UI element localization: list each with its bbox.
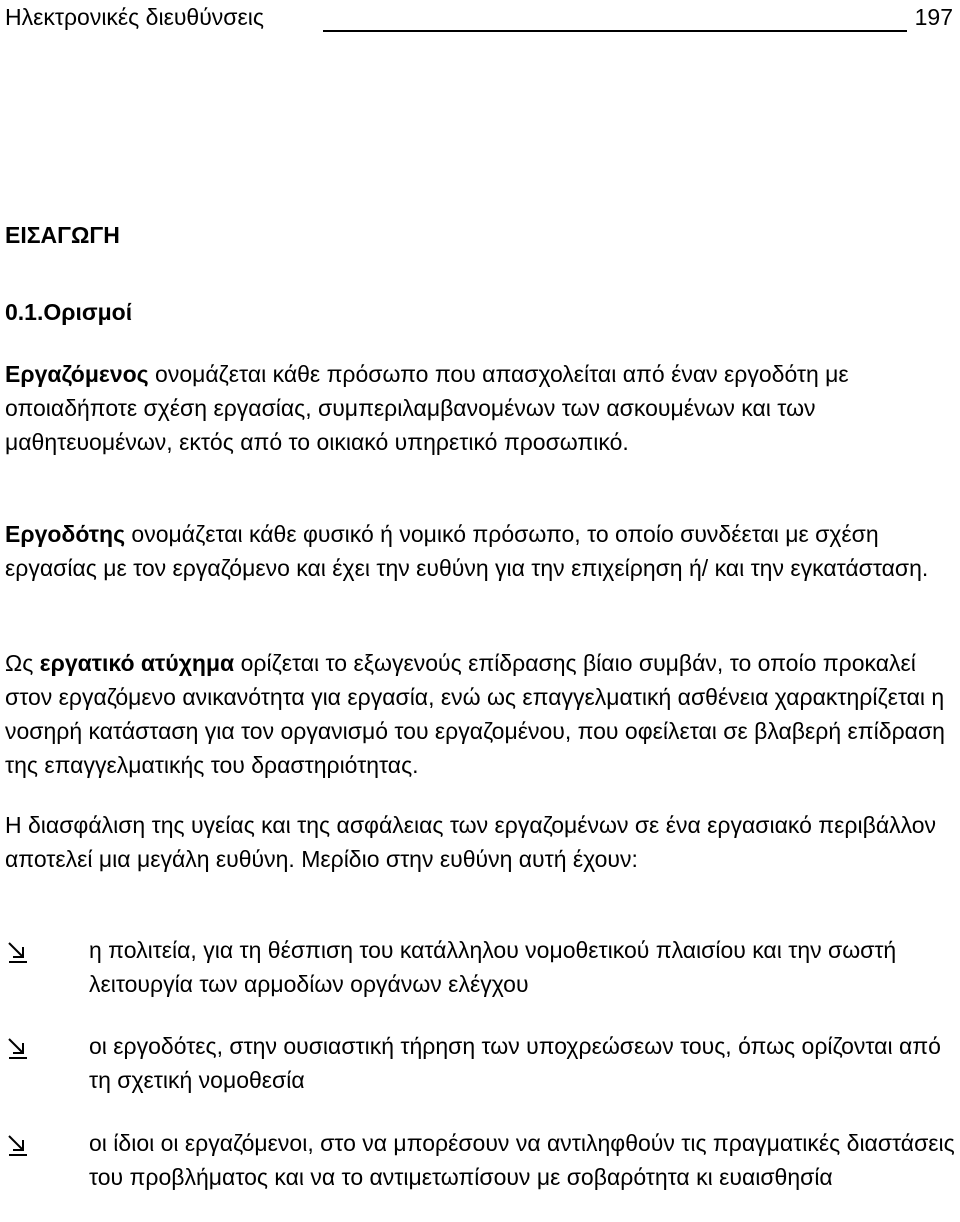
term-employer: Εργοδότης <box>5 521 126 547</box>
running-title: Ηλεκτρονικές διευθύνσεις <box>5 4 264 30</box>
definition-employee: ονομάζεται κάθε πρόσωπο που απασχολείται από έναν εργοδότη με οποιαδήποτε σχέση εργασίας, συμπεριλαμβανομένων των ασκουμένων και των μαθητευομένων, εκτός από το οικιακό υπηρετικό προσωπικό. <box>5 361 849 455</box>
list-item <box>5 1126 957 1194</box>
paragraph-employer <box>5 517 957 585</box>
list-item <box>5 933 957 1001</box>
definition-accident: ορίζεται το εξωγενούς επίδρασης βίαιο συμβάν, το οποίο προκαλεί στον εργαζόμενο ανικανότητα για εργασία, ενώ ως επαγγελματική ασθένεια χαρακτηρίζεται η νοσηρή κατάσταση για τον οργανισμό του εργαζομένου, που οφείλεται σε βλαβερή επίδραση της επαγγελματικής του δραστηριότητας. <box>5 650 945 778</box>
list-item <box>5 1029 957 1097</box>
arrow-down-right-icon <box>7 935 29 965</box>
page-header <box>5 0 955 34</box>
paragraph-employee <box>5 357 957 459</box>
definition-employer: ονομάζεται κάθε φυσικό ή νομικό πρόσωπο, το οποίο συνδέεται με σχέση εργασίας με τον εργαζόμενο και έχει την ευθύνη για την επιχείρηση ή/ και την εγκατάσταση. <box>5 521 929 581</box>
subsection-title: 0.1.Ορισμοί <box>5 299 133 325</box>
section-title: ΕΙΣΑΓΩΓΗ <box>5 222 120 248</box>
paragraph-accident <box>5 646 957 782</box>
list-item-text: η πολιτεία, για τη θέσπιση του κατάλληλου νομοθετικού πλαισίου και την σωστή λειτουργία των αρμοδίων οργάνων ελέγχου <box>89 937 897 997</box>
header-rule <box>323 30 907 32</box>
arrow-down-right-icon <box>7 1031 29 1061</box>
page-number: 197 <box>914 4 953 30</box>
list-item-text: οι εργοδότες, στην ουσιαστική τήρηση των υποχρεώσεων τους, όπως ορίζονται από τη σχετική νομοθεσία <box>89 1033 941 1093</box>
arrow-down-right-icon <box>7 1128 29 1158</box>
term-accident: εργατικό ατύχημα <box>39 650 235 676</box>
term-employee: Εργαζόμενος <box>5 361 149 387</box>
accident-lead: Ως <box>5 650 40 676</box>
list-item-text: οι ίδιοι οι εργαζόμενοι, στο να μπορέσουν να αντιληφθούν τις πραγματικές διαστάσεις του προβλήματος και να το αντιμετωπίσουν με σοβαρότητα κι ευαισθησία <box>89 1130 955 1190</box>
paragraph-responsibility: Η διασφάλιση της υγείας και της ασφάλειας των εργαζομένων σε ένα εργασιακό περιβάλλον αποτελεί μια μεγάλη ευθύνη. Μερίδιο στην ευθύνη αυτή έχουν: <box>5 812 937 872</box>
